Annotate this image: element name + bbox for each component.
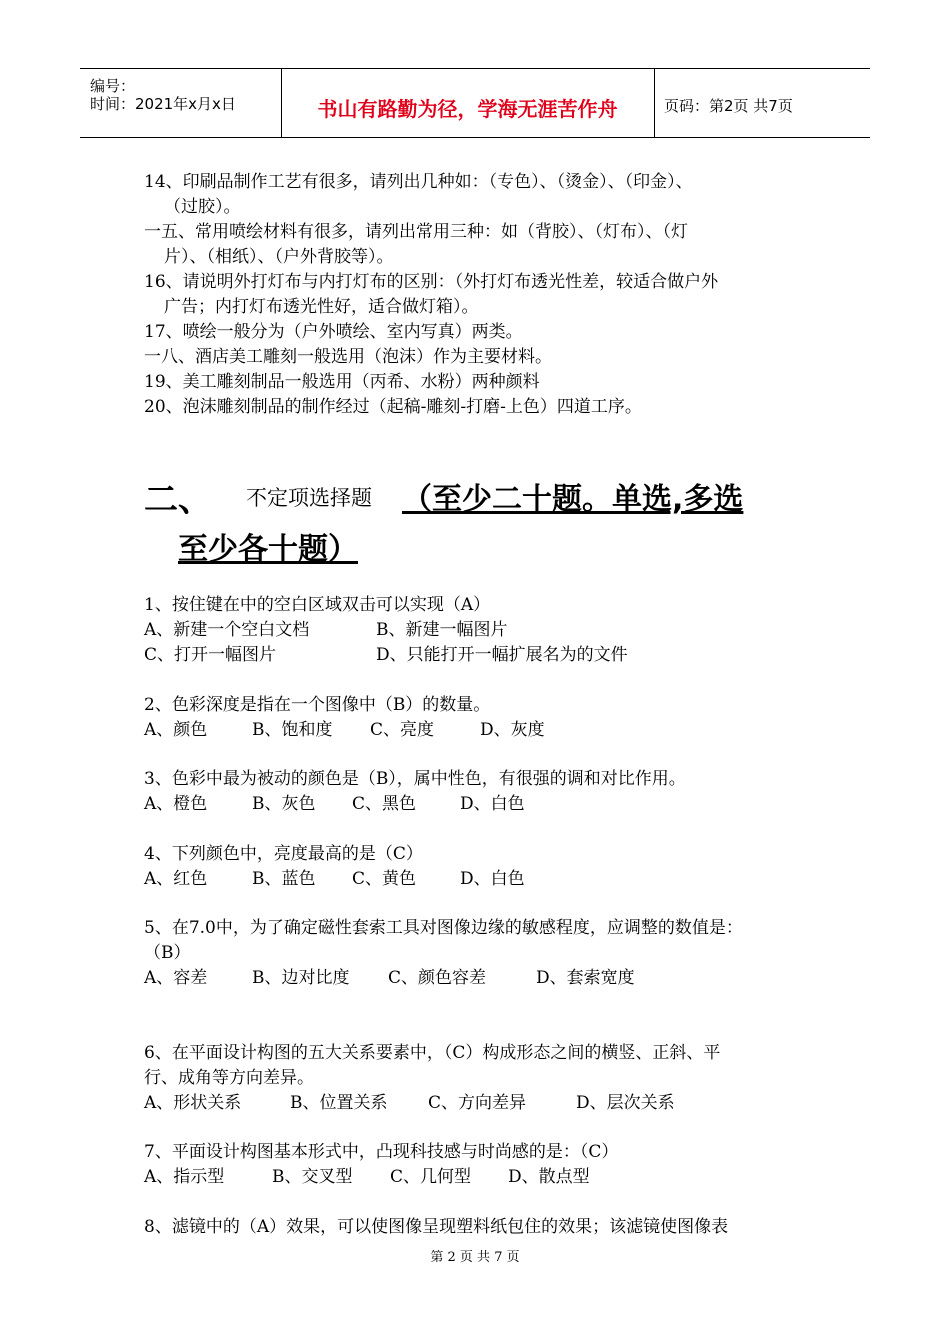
- option-b: B、位置关系: [290, 1093, 388, 1113]
- text-line: 16、请说明外打灯布与内打灯布的区别：（外打灯布透光性差，较适合做户外: [144, 272, 719, 292]
- option-a: A、新建一个空白文档: [144, 620, 310, 640]
- question-text: 3、色彩中最为被动的颜色是（B），属中性色，有很强的调和对比作用。: [144, 769, 686, 789]
- option-d: D、白色: [460, 794, 525, 814]
- text-line: 一五、常用喷绘材料有很多，请列出常用三种：如（背胶）、（灯布）、（灯: [144, 222, 688, 242]
- page-header: [80, 68, 870, 138]
- question-text: 7、平面设计构图基本形式中，凸现科技感与时尚感的是：（C）: [144, 1142, 619, 1162]
- question-text: 1、按住键在中的空白区域双击可以实现（A）: [144, 595, 491, 615]
- option-c: C、方向差异: [428, 1093, 527, 1113]
- question-text-continued: （B）: [144, 943, 191, 963]
- section-title-continued: 至少各十题）: [178, 532, 358, 567]
- text-line: 片）、（相纸）、（户外背胶等）。: [164, 247, 394, 267]
- question-text: 2、色彩深度是指在一个图像中（B）的数量。: [144, 695, 491, 715]
- question-text-continued: 行、成角等方向差异。: [144, 1068, 314, 1088]
- question-text: 6、在平面设计构图的五大关系要素中，（C）构成形态之间的横竖、正斜、平: [144, 1043, 721, 1063]
- document-date: 时间：2021年x月x日: [90, 95, 236, 113]
- question-text: 5、在7.0中，为了确定磁性套索工具对图像边缘的敏感程度，应调整的数值是：: [144, 918, 743, 938]
- question-text: 4、下列颜色中，亮度最高的是（C）: [144, 844, 423, 864]
- text-line: 19、美工雕刻制品一般选用（丙希、水粉）两种颜料: [144, 372, 540, 392]
- text-line: （过胶）。: [164, 197, 241, 217]
- option-c: C、黄色: [352, 869, 417, 889]
- page-footer: 第 2 页 共 7 页: [430, 1250, 520, 1265]
- option-b: B、新建一幅图片: [376, 620, 508, 640]
- text-line: 14、印刷品制作工艺有很多，请列出几种如：（专色）、（烫金）、（印金）、: [144, 172, 693, 192]
- header-page-info: 页码：第2页 共7页: [664, 97, 793, 115]
- section-label: 不定项选择题: [246, 486, 372, 510]
- text-line: 17、喷绘一般分为（户外喷绘、室内写真）两类。: [144, 322, 523, 342]
- option-b: B、蓝色: [252, 869, 316, 889]
- option-a: A、指示型: [144, 1167, 225, 1187]
- header-left-cell: [80, 69, 282, 137]
- option-a: A、橙色: [144, 794, 208, 814]
- header-motto: 书山有路勤为径，学海无涯苦作舟: [317, 97, 618, 121]
- option-c: C、亮度: [370, 720, 435, 740]
- option-b: B、边对比度: [252, 968, 350, 988]
- option-c: C、黑色: [352, 794, 417, 814]
- section-title: （至少二十题。单选,多选: [402, 482, 744, 517]
- header-right-cell: [654, 69, 870, 137]
- option-b: B、交叉型: [272, 1167, 353, 1187]
- option-d: D、灰度: [480, 720, 545, 740]
- option-a: A、容差: [144, 968, 208, 988]
- option-d: D、只能打开一幅扩展名为的文件: [376, 645, 628, 665]
- option-d: D、套索宽度: [536, 968, 635, 988]
- option-c: C、几何型: [390, 1167, 472, 1187]
- option-c: C、打开一幅图片: [144, 645, 277, 665]
- section-number: 二、: [144, 480, 212, 520]
- question-text: 8、滤镜中的（A）效果，可以使图像呈现塑料纸包住的效果；该滤镜使图像表: [144, 1217, 729, 1237]
- option-a: A、红色: [144, 869, 208, 889]
- option-d: D、白色: [460, 869, 525, 889]
- option-d: D、散点型: [508, 1167, 590, 1187]
- header-center-cell: [281, 69, 655, 137]
- document-number-label: 编号：: [90, 77, 136, 95]
- option-a: A、颜色: [144, 720, 208, 740]
- text-line: 广告；内打灯布透光性好，适合做灯箱）。: [164, 297, 479, 317]
- option-c: C、颜色容差: [388, 968, 487, 988]
- text-line: 20、泡沫雕刻制品的制作经过（起稿-雕刻-打磨-上色）四道工序。: [144, 397, 642, 417]
- option-b: B、饱和度: [252, 720, 333, 740]
- text-line: 一八、酒店美工雕刻一般选用（泡沫）作为主要材料。: [144, 347, 552, 367]
- option-d: D、层次关系: [576, 1093, 675, 1113]
- option-b: B、灰色: [252, 794, 316, 814]
- option-a: A、形状关系: [144, 1093, 242, 1113]
